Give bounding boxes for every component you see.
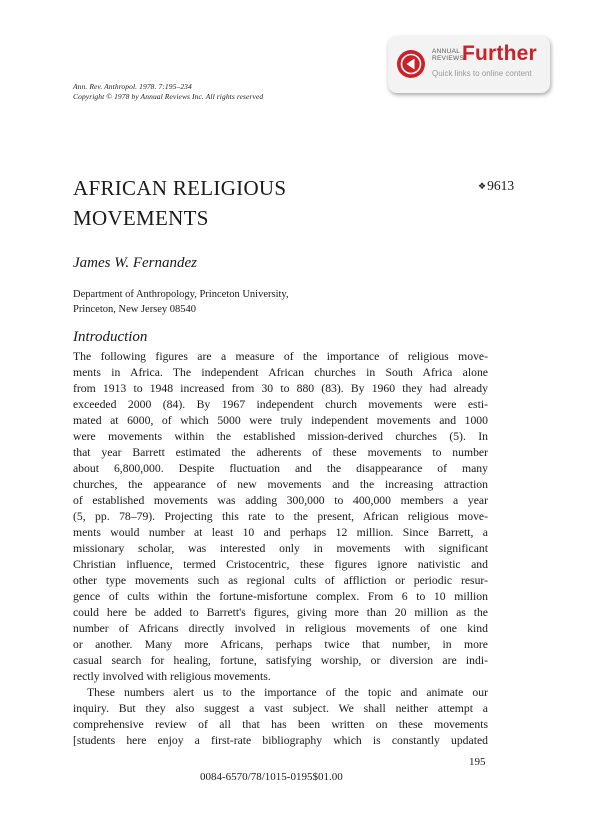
body-line: casual search for healing, fortune, satisfying worship, or diversion are indi- bbox=[73, 654, 488, 667]
article-title bbox=[73, 173, 286, 233]
author-affiliation bbox=[73, 287, 289, 317]
further-badge[interactable] bbox=[388, 36, 550, 93]
badge-brand-line-2: REVIEWS bbox=[432, 55, 465, 62]
body-line: exceeded 2000 (84). By 1967 independent church movements were esti- bbox=[73, 398, 488, 411]
body-line: gence of cults within the fortune-misfortune complex. From 6 to 10 million bbox=[73, 590, 488, 603]
footer-code: 0084-6570/78/1015-0195$01.00 bbox=[200, 771, 343, 783]
body-line: ments would number at least 10 and perhaps 12 million. Since Barrett, a bbox=[73, 526, 488, 539]
badge-further-label: Further bbox=[462, 42, 537, 65]
body-line: number of Africans directly involved in religious movements of one kind bbox=[73, 622, 488, 635]
badge-brand bbox=[432, 48, 464, 62]
body-line: churches, the appearance of new movements and the increasing attraction bbox=[73, 478, 488, 491]
title-line-2: MOVEMENTS bbox=[73, 206, 209, 230]
citation-line-2: Copyright © 1978 by Annual Reviews Inc. All rights reserved bbox=[73, 92, 264, 101]
badge-brand-line-1: ANNUAL bbox=[432, 48, 461, 55]
citation-line-1: Ann. Rev. Anthropol. 1978. 7:195–234 bbox=[73, 82, 192, 91]
body-line: ments in Africa. The independent African churches in South Africa alone bbox=[73, 366, 488, 379]
body-line: were movements within the established mission-derived churches (5). In bbox=[73, 430, 488, 443]
journal-citation bbox=[73, 82, 263, 102]
article-code bbox=[478, 178, 514, 194]
body-line: or another. Many more Africans, perhaps twice that number, in more bbox=[73, 638, 488, 651]
body-line: rectly involved with religious movements. bbox=[73, 670, 271, 683]
page-number: 195 bbox=[469, 756, 486, 768]
body-line: [students here enjoy a first-rate bibliography which is constantly updated bbox=[73, 734, 488, 747]
body-line: about 6,800,000. Despite fluctuation and the disappearance of many bbox=[73, 462, 488, 475]
body-line: missionary scholar, was interested only in movements with significant bbox=[73, 542, 488, 555]
affiliation-line-1: Department of Anthropology, Princeton University, bbox=[73, 289, 289, 300]
body-text bbox=[73, 349, 488, 749]
affiliation-line-2: Princeton, New Jersey 08540 bbox=[73, 304, 197, 315]
body-line: These numbers alert us to the importance of the topic and animate our bbox=[87, 686, 488, 699]
author-name: James W. Fernandez bbox=[73, 255, 198, 271]
body-line: mated at 6000, of which 5000 were truly independent movements and 1000 bbox=[73, 414, 488, 427]
play-icon bbox=[397, 50, 425, 78]
section-heading: Introduction bbox=[73, 329, 148, 345]
body-line: of established movements was adding 300,000 to 400,000 members a year bbox=[73, 494, 488, 507]
body-line: could here be added to Barrett's figures, giving more than 20 million as the bbox=[73, 606, 488, 619]
title-line-1: AFRICAN RELIGIOUS bbox=[73, 176, 287, 200]
body-line: from 1913 to 1948 increased from 30 to 880 (83). By 1960 they had already bbox=[73, 382, 488, 395]
body-line: Christian influence, termed Cristocentric, these figures ignore nativistic and bbox=[73, 558, 488, 571]
badge-subtitle: Quick links to online content bbox=[432, 69, 532, 78]
body-line: The following figures are a measure of the importance of religious move- bbox=[73, 350, 488, 363]
body-line: (5, pp. 78–79). Projecting this rate to the present, African religious move- bbox=[73, 510, 488, 523]
body-line: other type movements such as regional cults of affliction or periodic resur- bbox=[73, 574, 488, 587]
body-line: that year Barrett estimated the adherents of these movements to number bbox=[73, 446, 488, 459]
body-line: inquiry. But they also suggest a vast subject. We shall neither attempt a bbox=[73, 702, 488, 715]
body-line: comprehensive review of all that has been written on these movements bbox=[73, 718, 488, 731]
article-code-number: 9613 bbox=[487, 178, 515, 193]
diamond-icon: ❖ bbox=[478, 181, 487, 191]
